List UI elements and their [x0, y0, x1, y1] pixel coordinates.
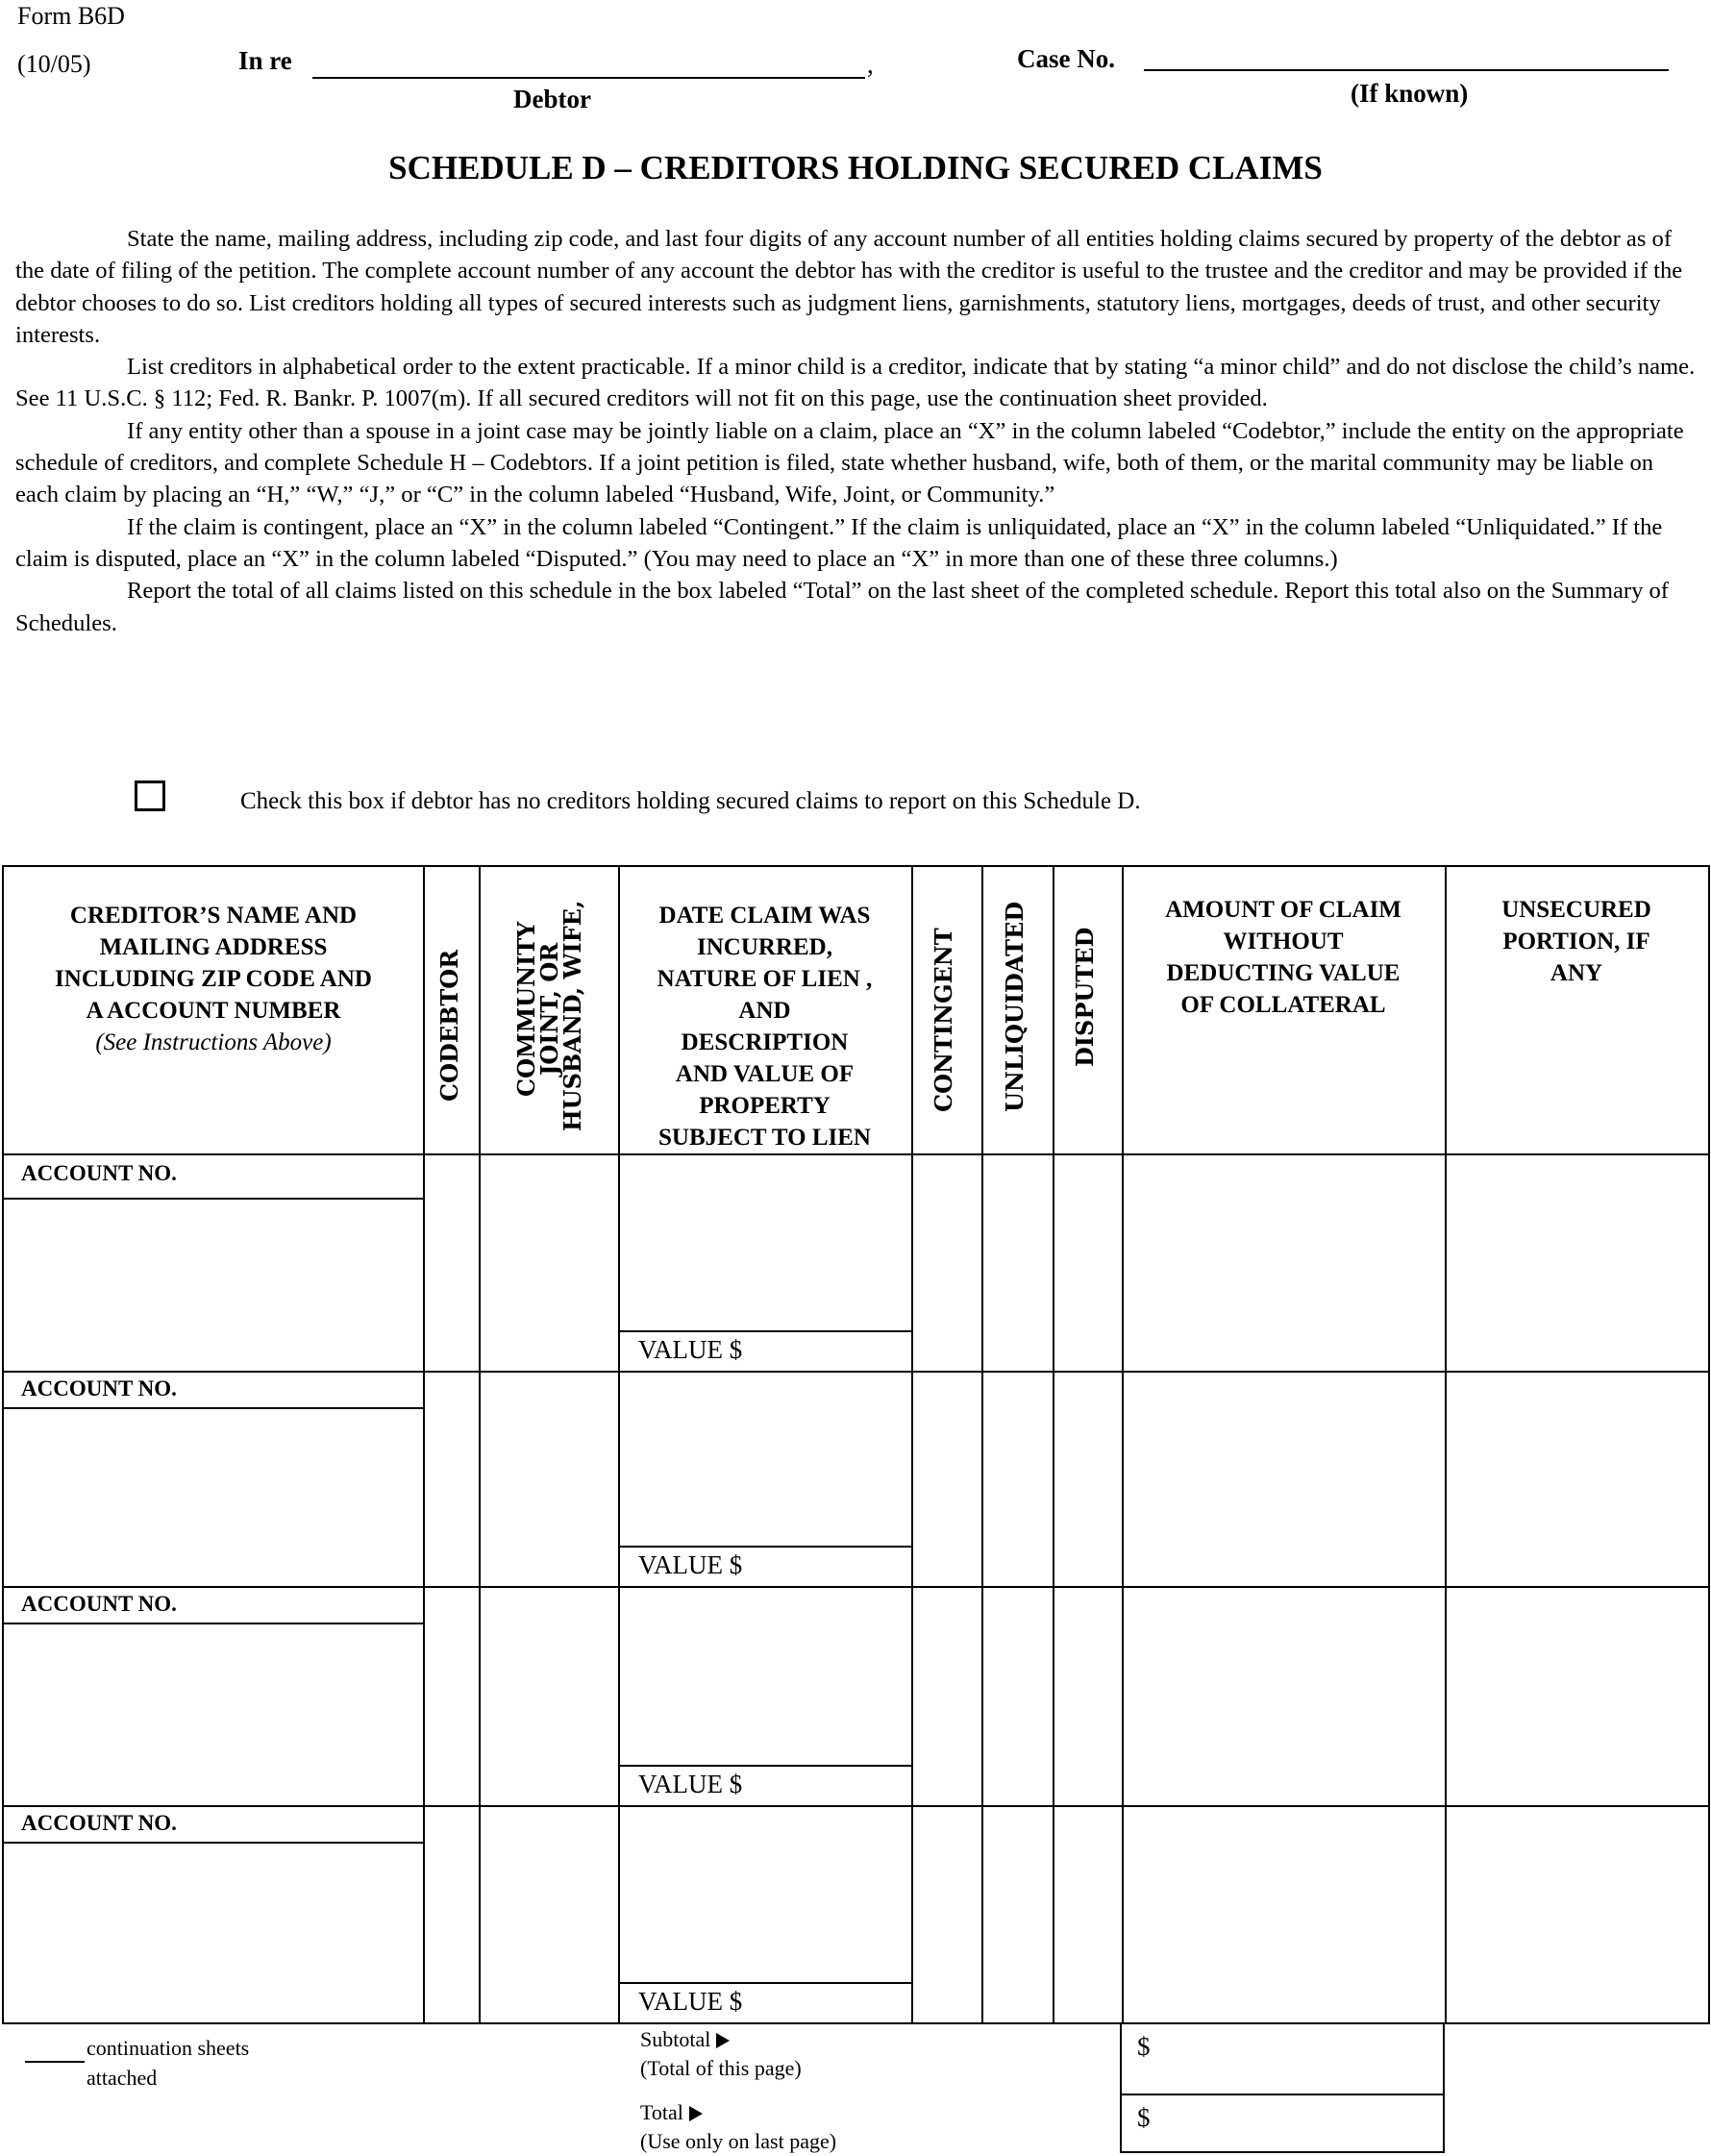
contingent-field[interactable]: [913, 1373, 979, 1584]
account-no-label: ACCOUNT NO.: [21, 1592, 177, 1616]
subtotal-text: Subtotal: [640, 2027, 711, 2051]
header-line: SUBJECT TO LIEN: [658, 1125, 871, 1151]
continuation-line: attached: [87, 2066, 158, 2090]
hwjc-field[interactable]: [481, 1588, 616, 1803]
currency-symbol: $: [1137, 2103, 1151, 2132]
header-line: NATURE OF LIEN ,: [657, 966, 873, 992]
unsecured-portion-field[interactable]: [1447, 1588, 1706, 1803]
collateral-value-field[interactable]: [744, 1548, 907, 1584]
codebtor-field[interactable]: [425, 1373, 477, 1584]
collateral-value-field[interactable]: [744, 1767, 907, 1803]
claim-description-field[interactable]: [620, 1588, 909, 1763]
header-line: A ACCOUNT NUMBER: [86, 998, 341, 1024]
value-label: VALUE $: [638, 1987, 743, 2016]
column-header-date-claim: [618, 900, 911, 1153]
account-divider: [4, 1407, 423, 1409]
unliquidated-field[interactable]: [983, 1588, 1051, 1803]
creditor-name-address-field[interactable]: [8, 1202, 421, 1367]
unliquidated-field[interactable]: [983, 1155, 1051, 1369]
account-divider: [4, 1842, 423, 1844]
contingent-field[interactable]: [913, 1588, 979, 1803]
claim-amount-field[interactable]: [1124, 1373, 1443, 1584]
claim-description-field[interactable]: [620, 1807, 909, 1980]
continuation-line: continuation sheets: [87, 2036, 250, 2060]
unliquidated-field[interactable]: [983, 1807, 1051, 2020]
debtor-name-field[interactable]: [312, 77, 865, 79]
unsecured-portion-field[interactable]: [1447, 1373, 1706, 1584]
no-secured-creditors-checkbox[interactable]: [135, 781, 165, 811]
right-arrow-icon: [689, 2106, 703, 2121]
form-revision-date: (10/05): [17, 50, 91, 78]
header-line: INCLUDING ZIP CODE AND: [55, 966, 372, 992]
form-id: Form B6D: [17, 2, 125, 30]
disputed-field[interactable]: [1054, 1155, 1120, 1369]
page-title: SCHEDULE D – CREDITORS HOLDING SECURED CLAIMS: [388, 149, 1323, 186]
collateral-value-field[interactable]: [744, 1984, 907, 2020]
header-line: UNSECURED: [1501, 897, 1651, 923]
instruction-paragraph: Report the total of all claims listed on this schedule in the box labeled “Total” on the last sheet of the completed schedule. Report this total also on the Summary of Schedules.: [15, 578, 1669, 636]
secured-claims-table: [2, 865, 1710, 2024]
header-line: DATE CLAIM WAS: [658, 903, 871, 929]
claim-amount-field[interactable]: [1124, 1588, 1443, 1803]
header-line: JOINT, OR: [534, 942, 563, 1077]
claim-amount-field[interactable]: [1124, 1155, 1443, 1369]
instructions: [15, 223, 1698, 639]
header-line: OF COLLATERAL: [1180, 992, 1386, 1018]
disputed-field[interactable]: [1054, 1807, 1120, 2020]
column-header-hwjc: [481, 886, 618, 1146]
account-no-label: ACCOUNT NO.: [21, 1376, 177, 1400]
header-line: PORTION, IF: [1502, 929, 1650, 954]
unliquidated-field[interactable]: [983, 1373, 1051, 1584]
unsecured-portion-field[interactable]: [1447, 1807, 1706, 2020]
instruction-paragraph: If any entity other than a spouse in a joint case may be jointly liable on a claim, place an “X” in the column labeled “Codebtor,” include the entity on the appropriate schedule of creditors, and complete Schedule H – Codebtors. If a joint petition is filed, state whether husband, wife, both of them, or the marital community may be liable on each claim by placing an “H,” “W,” “J,” or “C” in the column labeled “Husband, Wife, Joint, or Community.”: [15, 417, 1684, 508]
header-note: (See Instructions Above): [95, 1029, 332, 1055]
header-line: AND VALUE OF: [675, 1061, 855, 1087]
total-text: Total: [640, 2100, 683, 2124]
hwjc-field[interactable]: [481, 1373, 616, 1584]
claim-description-field[interactable]: [620, 1373, 909, 1544]
header-line: ANY: [1550, 960, 1603, 986]
in-re-comma: ,: [867, 50, 874, 79]
continuation-count-field[interactable]: [25, 2061, 85, 2063]
account-no-field[interactable]: [177, 1588, 417, 1621]
contingent-field[interactable]: [913, 1807, 979, 2020]
creditor-name-address-field[interactable]: [8, 1411, 421, 1584]
column-header-codebtor: CODEBTOR: [435, 949, 463, 1103]
column-header-amount: [1122, 894, 1445, 1021]
subtotal-field[interactable]: [1120, 2022, 1445, 2095]
header-line: MAILING ADDRESS: [99, 934, 328, 960]
instruction-paragraph: If the claim is contingent, place an “X” in the column labeled “Contingent.” If the claim is unliquidated, place an “X” in the column labeled “Unliquidated.” If the claim is disputed, place an “X” in the column labeled “Disputed.” (You may need to place an “X” in more than one of these three columns.): [15, 513, 1663, 572]
debtor-label: Debtor: [513, 85, 591, 113]
codebtor-field[interactable]: [425, 1588, 477, 1803]
instruction-paragraph: List creditors in alphabetical order to the extent practicable. If a minor child is a creditor, indicate that by stating “a minor child” and do not disclose the child’s name. See 11 U.S.C. § 112; Fed. R. Bankr. P. 1007(m). If all secured creditors will not fit on this page, use the continuation sheet provided.: [15, 354, 1696, 412]
right-arrow-icon: [716, 2033, 730, 2048]
unsecured-portion-field[interactable]: [1447, 1155, 1706, 1369]
account-no-field[interactable]: [177, 1373, 417, 1405]
column-header-contingent: CONTINGENT: [930, 928, 957, 1112]
case-no-label: Case No.: [1017, 44, 1115, 73]
instruction-paragraph: State the name, mailing address, including zip code, and last four digits of any account number of all entities holding claims secured by property of the debtor as of the date of filing of the petition. The complete account number of any account the debtor has with the creditor is useful to the trustee and the creditor and may be provided if the debtor chooses to do so. List creditors holding all types of secured interests such as judgment liens, garnishments, statutory liens, mortgages, deeds of trust, and other security interests.: [15, 226, 1683, 348]
header-line: CREDITOR’S NAME AND: [69, 903, 358, 929]
value-label: VALUE $: [638, 1335, 743, 1364]
column-header-unsecured: [1445, 894, 1708, 989]
total-label: [640, 2098, 836, 2156]
column-header-creditor: [4, 900, 423, 1058]
header-line: AND: [738, 998, 791, 1024]
subtotal-note: (Total of this page): [640, 2056, 802, 2080]
column-header-unliquidated: UNLIQUIDATED: [1001, 901, 1029, 1112]
column-header-disputed: DISPUTED: [1071, 927, 1099, 1067]
claim-description-field[interactable]: [620, 1155, 909, 1328]
creditor-name-address-field[interactable]: [8, 1846, 421, 2020]
creditor-name-address-field[interactable]: [8, 1626, 421, 1803]
account-divider: [4, 1623, 423, 1624]
value-label: VALUE $: [638, 1770, 743, 1798]
hwjc-field[interactable]: [481, 1807, 616, 2020]
hwjc-field[interactable]: [481, 1155, 616, 1369]
in-re-label: In re: [238, 46, 292, 75]
currency-symbol: $: [1137, 2032, 1151, 2061]
account-divider: [4, 1198, 423, 1200]
total-note: (Use only on last page): [640, 2129, 837, 2153]
header-line: COMMUNITY: [511, 921, 540, 1098]
codebtor-field[interactable]: [425, 1155, 477, 1369]
header-line: WITHOUT: [1223, 929, 1344, 954]
header-line: DEDUCTING VALUE: [1166, 960, 1401, 986]
disputed-field[interactable]: [1054, 1588, 1120, 1803]
account-no-label: ACCOUNT NO.: [21, 1161, 177, 1185]
account-no-label: ACCOUNT NO.: [21, 1811, 177, 1835]
value-label: VALUE $: [638, 1550, 743, 1579]
header-line: AMOUNT OF CLAIM: [1165, 897, 1401, 923]
contingent-field[interactable]: [913, 1155, 979, 1369]
no-secured-creditors-label: Check this box if debtor has no creditors holding secured claims to report on this Schedule D.: [240, 788, 1141, 814]
total-field[interactable]: [1120, 2094, 1445, 2153]
disputed-field[interactable]: [1054, 1373, 1120, 1584]
if-known-label: (If known): [1351, 79, 1469, 108]
claim-amount-field[interactable]: [1124, 1807, 1443, 2020]
header-line: DESCRIPTION: [681, 1029, 849, 1055]
header-line: HUSBAND, WIFE,: [558, 900, 586, 1132]
codebtor-field[interactable]: [425, 1807, 477, 2020]
header-line: INCURRED,: [697, 934, 832, 960]
account-no-field[interactable]: [177, 1155, 417, 1196]
case-number-field[interactable]: [1144, 69, 1669, 71]
continuation-sheets-label: [87, 2033, 249, 2093]
collateral-value-field[interactable]: [744, 1332, 907, 1369]
subtotal-label: [640, 2025, 802, 2083]
header-line: PROPERTY: [699, 1093, 831, 1119]
account-no-field[interactable]: [177, 1807, 417, 1840]
